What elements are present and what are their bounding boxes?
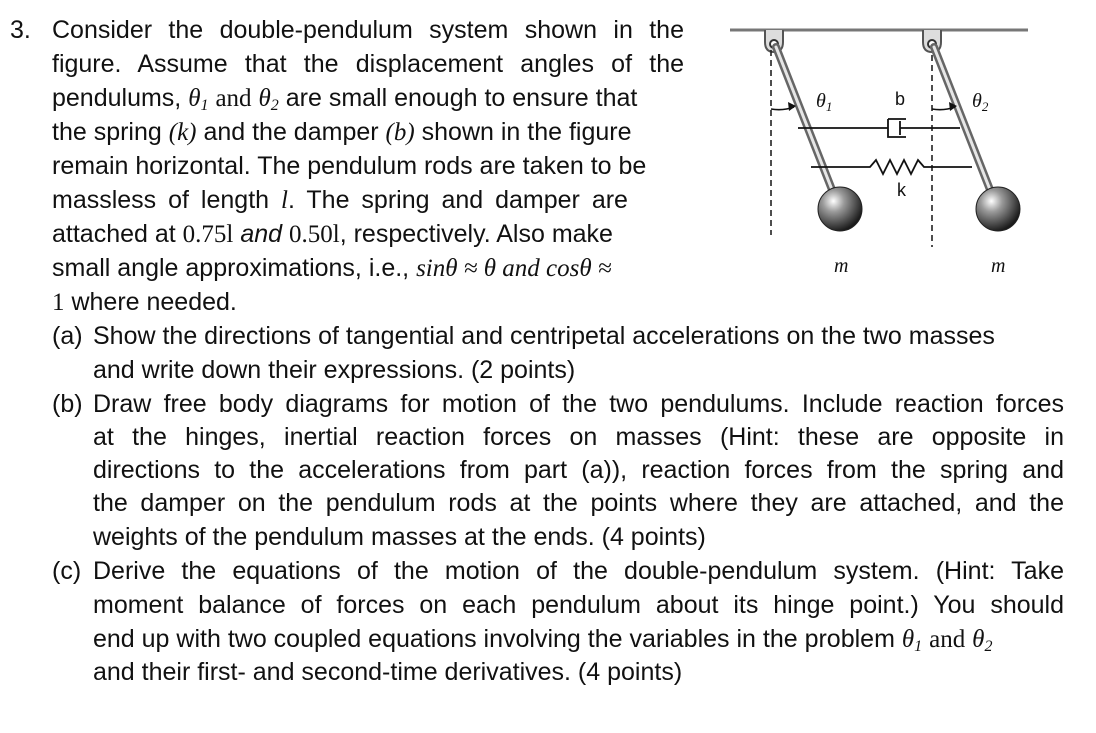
intro-line-1: Consider the double-pendulum system shown in the xyxy=(52,16,684,44)
and-word: and xyxy=(240,220,283,248)
part-b-line-1: Draw free body diagrams for motion of the two pendulums. Include reaction forces xyxy=(93,390,1064,418)
text: . The spring and damper are xyxy=(287,186,628,214)
part-a-line-2: and write down their expressions. (2 points) xyxy=(93,356,576,384)
part-c-line-4: and their first- and second-time derivatives. (4 points) xyxy=(93,658,683,686)
theta2-symbol: $\theta_2$ xyxy=(258,85,279,114)
mass-right-label: m xyxy=(991,255,1006,277)
theta2-label: $\theta_2$ xyxy=(972,90,989,114)
part-a-line-1: Show the directions of tangential and centripetal accelerations on the two masses xyxy=(93,322,995,350)
text: shown in the figure xyxy=(421,118,632,146)
theta1-arrow xyxy=(771,102,796,111)
theta1-symbol: $\theta_1$ xyxy=(188,85,209,114)
intro-line-7 xyxy=(52,219,613,250)
and-word: and xyxy=(929,626,966,653)
theta2-symbol: $\theta_2$ xyxy=(972,626,993,655)
intro-line-9 xyxy=(52,287,237,318)
intro-line-4 xyxy=(52,117,632,148)
text: end up with two coupled equations involving the variables in the problem xyxy=(93,625,895,653)
theta1-symbol: $\theta_1$ xyxy=(901,626,923,655)
part-c-line-2: moment balance of forces on each pendulum about its hinge point.) You should xyxy=(93,591,1064,619)
mass-right xyxy=(976,187,1020,231)
spring-label: k xyxy=(897,180,906,200)
part-b-label: (b) xyxy=(52,390,83,418)
part-b-line-3: directions to the accelerations from part (a)), reaction forces from the spring and xyxy=(93,456,1064,484)
intro-line-3 xyxy=(52,83,637,114)
text: small angle approximations, i.e., xyxy=(52,254,410,282)
damper-symbol: (b) xyxy=(385,119,415,146)
text: attached at xyxy=(52,220,176,248)
intro-line-5: remain horizontal. The pendulum rods are taken to be xyxy=(52,152,647,180)
part-c-line-1: Derive the equations of the motion of the double-pendulum system. (Hint: Take xyxy=(93,557,1064,585)
part-b-line-5: weights of the pendulum masses at the ends. (4 points) xyxy=(93,523,706,551)
double-pendulum-figure xyxy=(728,15,1030,285)
damper xyxy=(798,119,960,137)
spring xyxy=(811,160,972,174)
spring-symbol: (k) xyxy=(168,119,197,146)
theta1-label: $\theta_1$ xyxy=(816,90,833,114)
intro-line-6 xyxy=(52,185,628,216)
mass-left-label: m xyxy=(834,255,849,277)
text: , respectively. Also make xyxy=(339,220,613,248)
small-angle-formula: sinθ ≈ θ and cosθ ≈ xyxy=(416,255,612,282)
part-c-line-3 xyxy=(93,624,992,655)
text: massless of length xyxy=(52,186,270,214)
part-b-line-4: the damper on the pendulum rods at the points where they are attached, and the xyxy=(93,489,1064,517)
spring-position: 0.75l xyxy=(182,221,234,248)
rod-right-highlight xyxy=(934,47,996,205)
part-b-line-2: at the hinges, inertial reaction forces on masses (Hint: these are opposite in xyxy=(93,423,1064,451)
mass-left xyxy=(818,187,862,231)
intro-line-8 xyxy=(52,253,612,284)
part-c-label: (c) xyxy=(52,557,82,585)
damper-position: 0.50l xyxy=(289,221,340,248)
length-symbol: l xyxy=(281,187,288,214)
text: pendulums, xyxy=(52,84,182,112)
problem-number: 3. xyxy=(10,16,31,44)
one-value: 1 xyxy=(52,289,65,316)
part-a-label: (a) xyxy=(52,322,83,350)
text: the spring xyxy=(52,118,162,146)
text: where needed. xyxy=(71,288,237,316)
rod-left-highlight xyxy=(776,47,838,205)
text: and the damper xyxy=(203,118,379,146)
intro-line-2: figure. Assume that the displacement angles of the xyxy=(52,50,684,78)
damper-label: b xyxy=(895,89,906,109)
and-word: and xyxy=(215,85,252,112)
text: are small enough to ensure that xyxy=(285,84,638,112)
